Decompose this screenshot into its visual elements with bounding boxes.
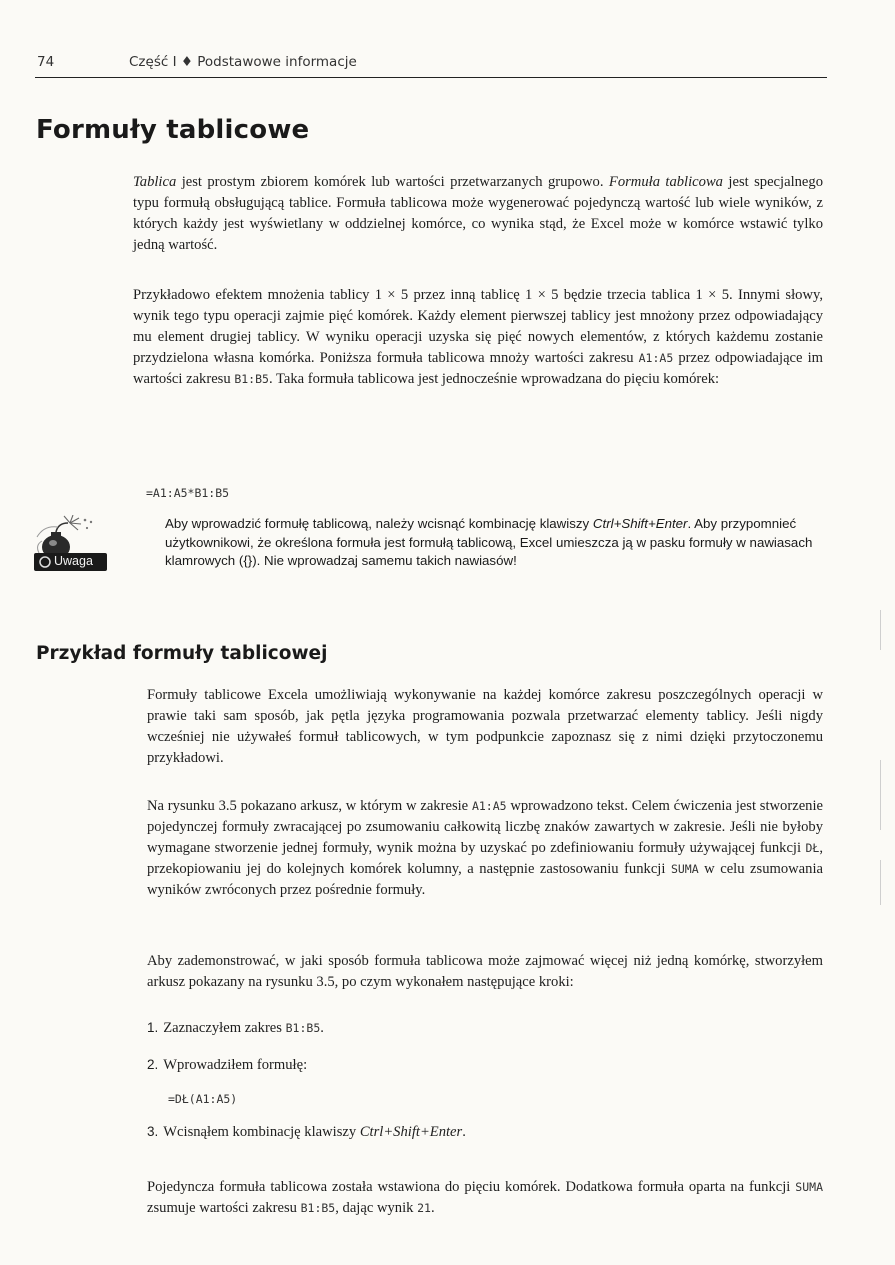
section2-paragraph-4: Pojedyncza formuła tablicowa została wstawiona do pięciu komórek. Dodatkowa formuła oparta na funkcji SUMA zsumuje wartości zakresu B1:B5, dając wynik 21. xyxy=(147,1179,823,1216)
result-value: 21 xyxy=(417,1201,431,1215)
note-text: Aby wprowadzić formułę tablicową, należy wcisnąć kombinację klawiszy Ctrl+Shift+Enter. Aby przypomnieć użytkownikowi, że określona formuła jest formułą tablicową, Excel umieszcza ją w pasku formuły w nawiasach klamrowych ({}). Nie wprowadzaj samemu takich nawiasów! xyxy=(165,516,813,568)
range-code: A1:A5 xyxy=(471,799,507,813)
section2-paragraph-1: Formuły tablicowe Excela umożliwiają wykonywanie na każdej komórce zakresu poszczególnych operacji w prawie taki sam sposób, jak pętla języka programowania pozwala przetwarzać elementy tablicy. Jeśli nigdy wcześniej nie używałeś formuł tablicowych, w tym podpunkcie zapoznasz się z nimi dzięki przytoczonemu przykładowi. xyxy=(147,687,823,766)
list-item: 3. Wcisnąłem kombinację klawiszy Ctrl+Shift+Enter. xyxy=(147,1124,466,1140)
note-badge-label: Uwaga xyxy=(54,554,93,568)
running-header-title: Część I ♦ Podstawowe informacje xyxy=(129,54,357,70)
section2-paragraph-2: Na rysunku 3.5 pokazano arkusz, w którym w zakresie A1:A5 wprowadzono tekst. Celem ćwiczenia jest stworzenie pojedynczej formuły zwracającej po zsumowaniu całkowitą liczbę znaków zawartych w zakresie. Jeśli nie byłoby wymagane stworzenie jednej formuły, wynik można by uzyskać po zdefiniowaniu formuły używającej funkcji DŁ, przekopiowaniu jej do kolejnych komórek kolumny, a następnie zastosowaniu funkcji SUMA w celu zsumowania wyników zwróconych przez pośrednie formuły. xyxy=(147,798,823,898)
len-formula-example: =DŁ(A1:A5) xyxy=(168,1092,238,1106)
section-heading: Formuły tablicowe xyxy=(36,115,310,145)
note-circle-icon xyxy=(38,555,52,569)
note-bomb-icon xyxy=(34,515,112,585)
term-formula-tablicowa: Formuła tablicowa xyxy=(608,174,723,190)
scan-edge-mark xyxy=(880,760,881,830)
function-name: SUMA xyxy=(670,862,699,876)
range-code: B1:B5 xyxy=(234,372,269,386)
range-code: B1:B5 xyxy=(285,1021,321,1035)
scan-edge-mark xyxy=(880,610,881,650)
list-item: 1. Zaznaczyłem zakres B1:B5. xyxy=(147,1020,324,1036)
intro-paragraph-1: Tablica jest prostym zbiorem komórek lub wartości przetwarzanych grupowo. Formuła tablicowa jest specjalnego typu formułą obsługującą tablice. Formuła tablicowa może wygenerować pojedynczą wartość lub wiele wyników, z których każdy jest wyświetlany w oddzielnej komórce, co wynika stąd, że Excel może w komórce wstawić tylko jedną wartość. xyxy=(133,174,823,253)
intro-paragraph-2: Przykładowo efektem mnożenia tablicy 1 × 5 przez inną tablicę 1 × 5 będzie trzecia tablica 1 × 5. Innymi słowy, wynik tego typu operacji zajmie pięć komórek. Każdy element pierwszej tablicy jest mnożony przez odpowiadający mu element drugiej tablicy. W wyniku operacji uzyska się pięć nowych elementów, z których każdemu zostanie przydzielona własna komórka. Poniższa formuła tablicowa mnoży wartości zakresu A1:A5 przez odpowiadające im wartości zakresu B1:B5. Taka formuła tablicowa jest jednocześnie wprowadzana do pięciu komórek: xyxy=(133,287,823,387)
page-number: 74 xyxy=(37,54,55,70)
keyboard-shortcut: Ctrl+Shift+Enter xyxy=(359,1124,463,1140)
array-formula-example: =A1:A5*B1:B5 xyxy=(146,486,230,500)
header-rule xyxy=(35,77,827,78)
function-name: DŁ xyxy=(805,841,820,855)
scan-edge-mark xyxy=(880,860,881,905)
keyboard-shortcut: Ctrl+Shift+Enter xyxy=(592,516,688,531)
section2-paragraph-3: Aby zademonstrować, w jaki sposób formuła tablicowa może zajmować więcej niż jedną komórkę, stworzyłem arkusz pokazany na rysunku 3.5, po czym wykonałem następujące kroki: xyxy=(147,953,823,990)
list-item: 2. Wprowadziłem formułę: xyxy=(147,1057,308,1073)
range-code: A1:A5 xyxy=(638,351,674,365)
subsection-heading: Przykład formuły tablicowej xyxy=(36,643,328,664)
note-badge xyxy=(34,553,107,571)
term-tablica: Tablica xyxy=(133,174,177,190)
range-code: B1:B5 xyxy=(300,1201,336,1215)
function-name: SUMA xyxy=(795,1180,823,1194)
